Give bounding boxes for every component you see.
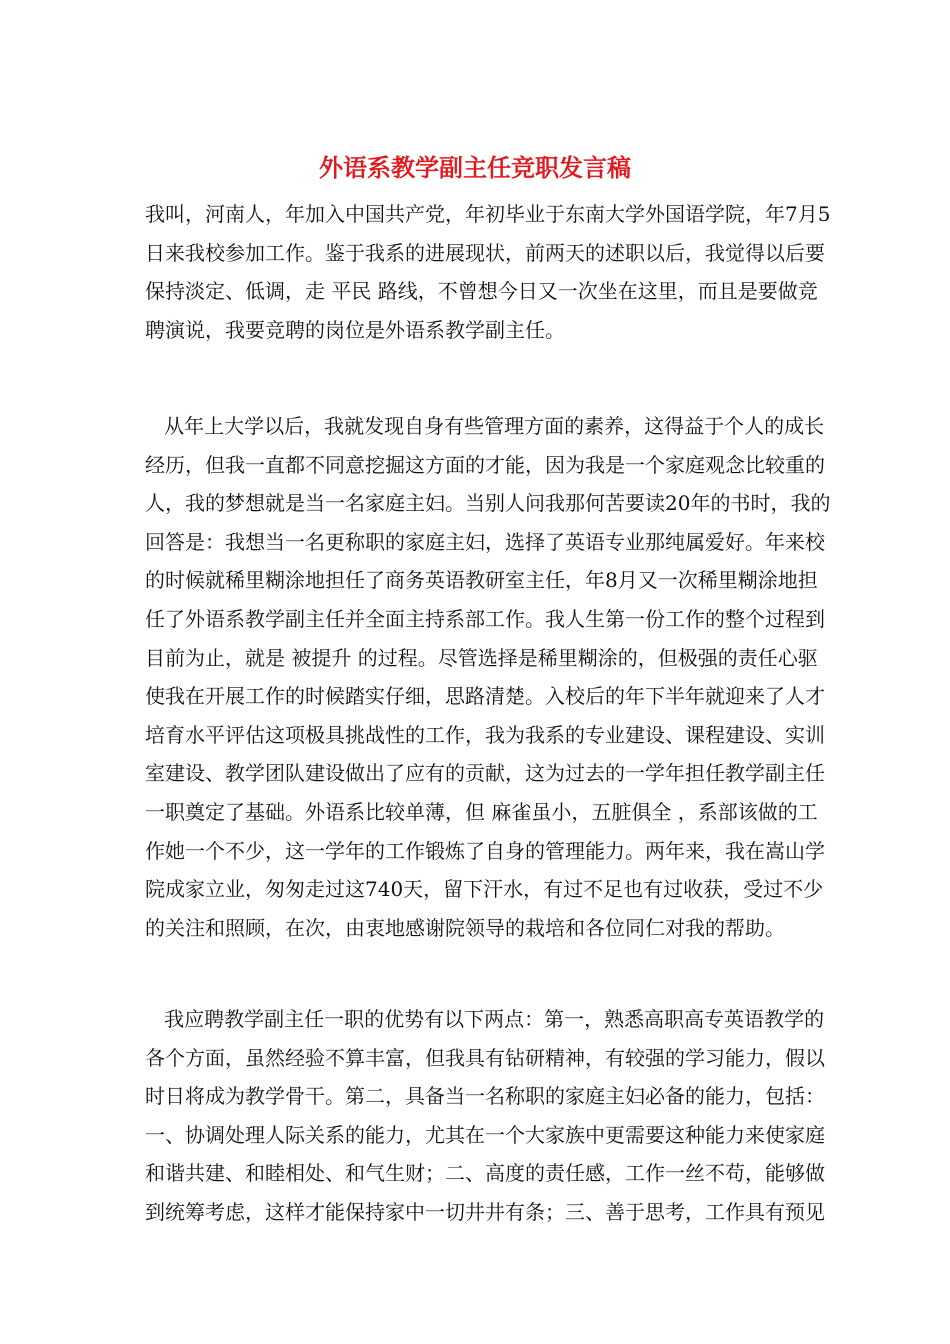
document-title: 外语系教学副主任竞职发言稿	[319, 153, 631, 182]
paragraph-1	[145, 195, 831, 349]
paragraph-2	[145, 407, 831, 947]
text-line: 各个方面，虽然经验不算丰富，但我具有钻研精神，有较强的学习能力，假以	[145, 1045, 825, 1070]
text-line: 回答是：我想当一名更称职的家庭主妇，选择了英语专业那纯属爱好。年来校	[145, 529, 825, 554]
text-line: 作她一个不少，这一学年的工作锻炼了自身的管理能力。两年来，我在嵩山学	[145, 838, 825, 863]
text-line: 院成家立业，匆匆走过这740天，留下汗水，有过不足也有过收获，受过不少	[145, 877, 824, 902]
text-line: 时日将成为教学骨干。第二，具备当一名称职的家庭主妇必备的能力，包括：	[145, 1084, 825, 1109]
text-line: 经历，但我一直都不同意挖掘这方面的才能，因为我是一个家庭观念比较重的	[145, 452, 825, 477]
text-line: 的关注和照顾，在次，由衷地感谢院领导的栽培和各位同仁对我的帮助。	[145, 915, 785, 940]
text-line: 一、协调处理人际关系的能力，尤其在一个大家族中更需要这种能力来使家庭	[145, 1122, 825, 1147]
text-line: 保持淡定、低调，走 平民 路线，不曾想今日又一次坐在这里，而且是要做竞	[145, 279, 818, 304]
text-line: 人，我的梦想就是当一名家庭主妇。当别人问我那何苦要读20年的书时，我的	[145, 491, 831, 516]
text-line: 我应聘教学副主任一职的优势有以下两点：第一，熟悉高职高专英语教学的	[145, 1007, 825, 1031]
text-line: 任了外语系教学副主任并全面主持系部工作。我人生第一份工作的整个过程到	[145, 606, 825, 631]
text-line: 培育水平评估这项极具挑战性的工作，我为我系的专业建设、课程建设、实训	[145, 722, 825, 747]
text-line: 日来我校参加工作。鉴于我系的进展现状，前两天的述职以后，我觉得以后要	[145, 240, 825, 265]
text-line: 的时候就稀里糊涂地担任了商务英语教研室主任，年8月又一次稀里糊涂地担	[145, 568, 818, 593]
text-line: 和谐共建、和睦相处、和气生财；二、高度的责任感，工作一丝不苟，能够做	[145, 1161, 825, 1186]
text-line: 使我在开展工作的时候踏实仔细，思路清楚。入校后的年下半年就迎来了人才	[145, 684, 825, 709]
text-line: 我叫，河南人，年加入中国共产党，年初毕业于东南大学外国语学院，年7月5	[145, 202, 831, 226]
paragraph-3	[145, 1000, 825, 1232]
text-line: 到统筹考虑，这样才能保持家中一切井井有条；三、善于思考，工作具有预见	[145, 1199, 825, 1224]
text-line: 目前为止，就是 被提升 的过程。尽管选择是稀里糊涂的，但极强的责任心驱	[145, 645, 818, 670]
text-line: 从年上大学以后，我就发现自身有些管理方面的素养，这得益于个人的成长	[145, 414, 825, 438]
text-line: 室建设、教学团队建设做出了应有的贡献，这为过去的一学年担任教学副主任	[145, 761, 825, 786]
text-line: 一职奠定了基础。外语系比较单薄，但 麻雀虽小，五脏俱全 ，系部该做的工	[145, 799, 818, 824]
text-line: 聘演说，我要竞聘的岗位是外语系教学副主任。	[145, 317, 565, 342]
